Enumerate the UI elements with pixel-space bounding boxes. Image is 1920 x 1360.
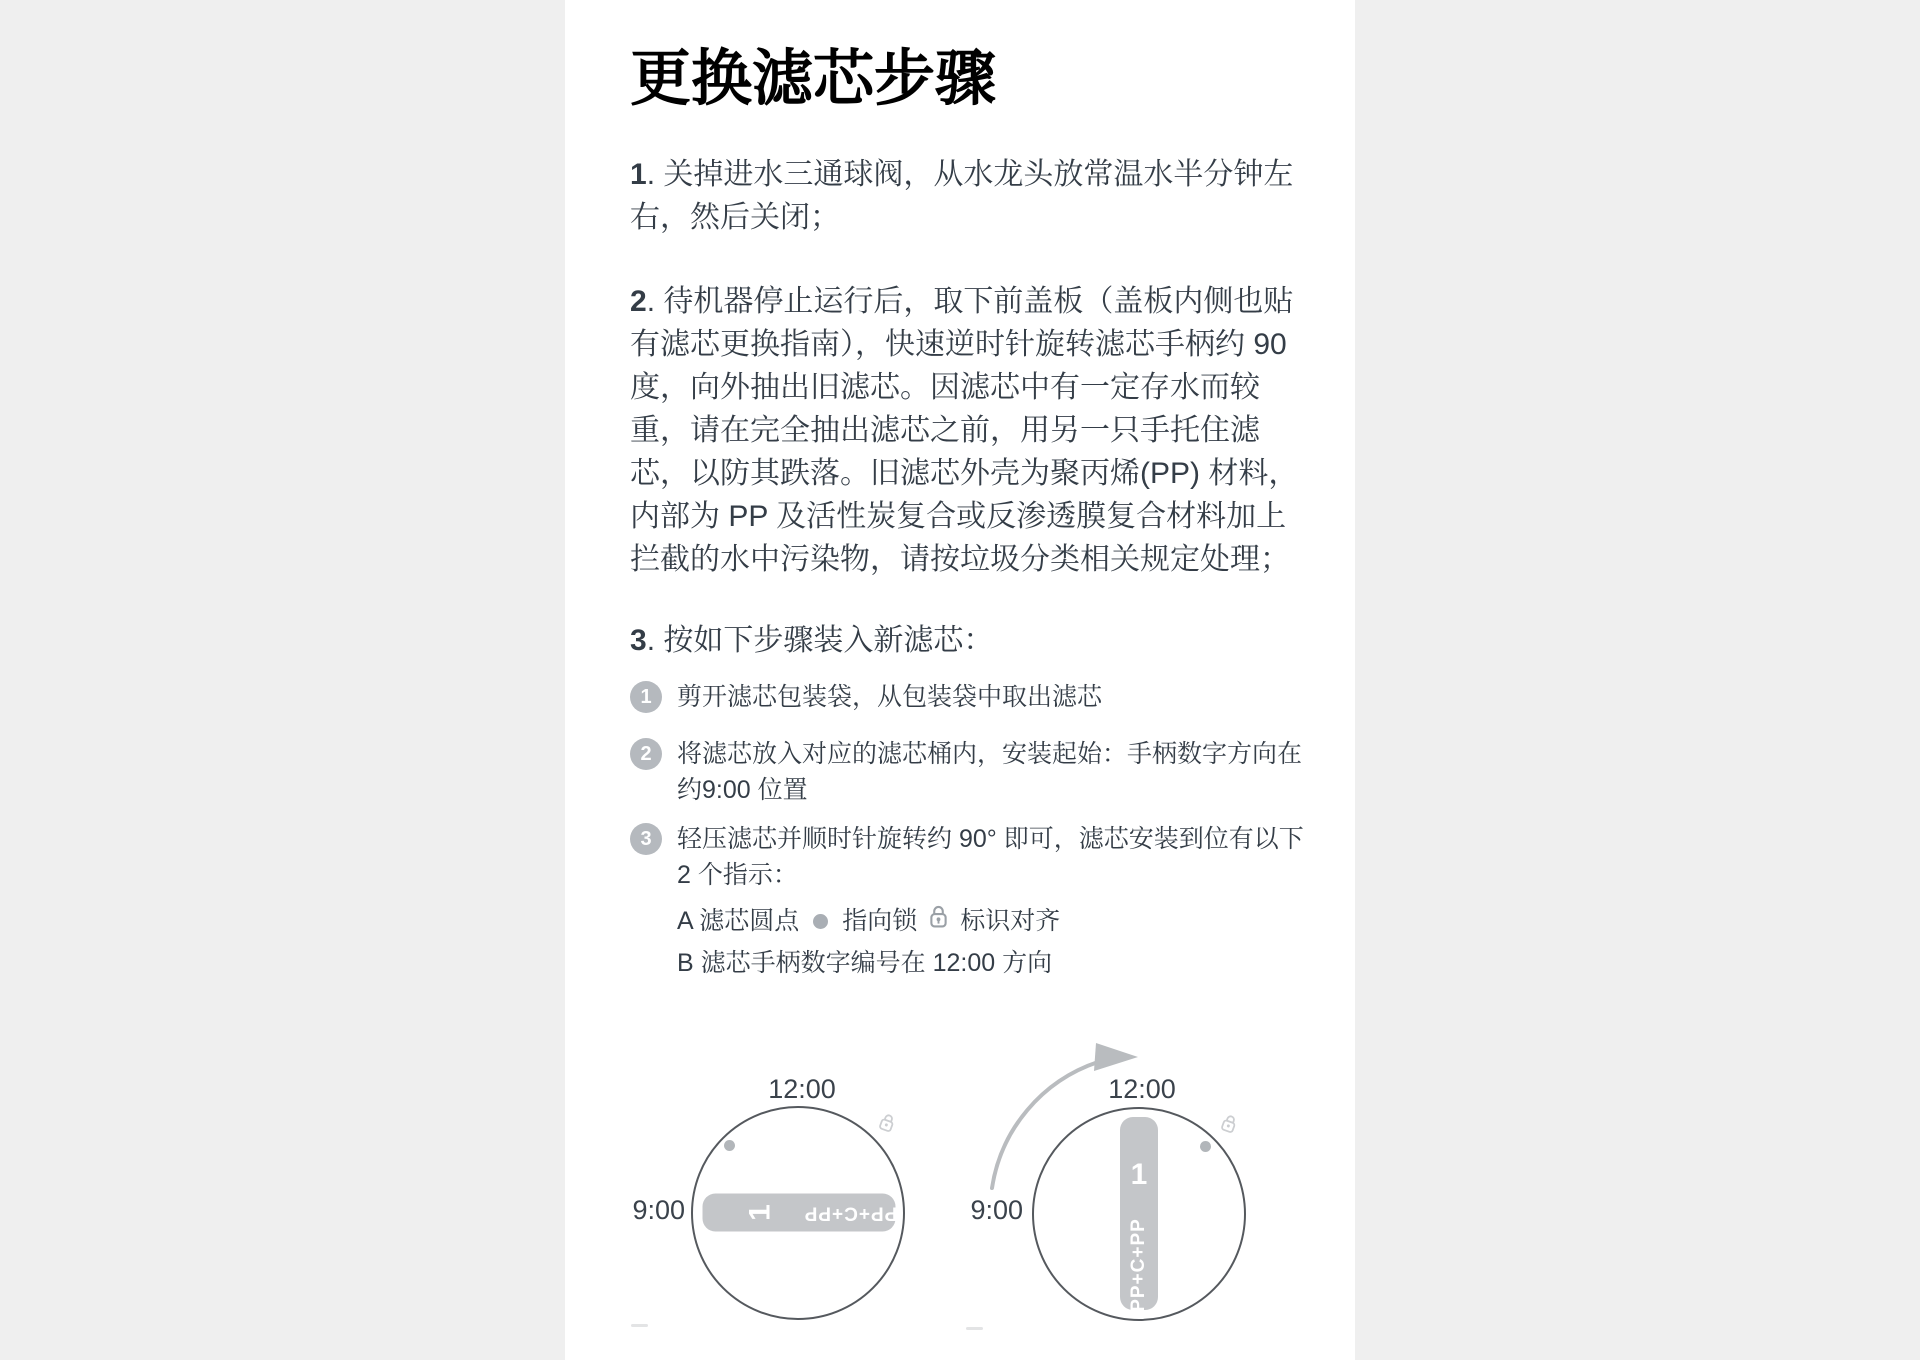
substep-2-badge: 2 xyxy=(630,738,662,770)
step-1-number: 1 xyxy=(630,158,647,191)
step-1-text-rest: 右，然后关闭； xyxy=(630,201,840,234)
substep-1-text: 剪开滤芯包装袋，从包装袋中取出滤芯 xyxy=(677,683,1103,711)
step-3-text: . 按如下步骤装入新滤芯： xyxy=(646,624,994,657)
substep-3-badge: 3 xyxy=(630,823,662,855)
substep-item-1 xyxy=(630,679,1290,715)
step-2-paragraph xyxy=(630,280,1299,581)
left-diagram-filter-handle xyxy=(703,1194,896,1232)
left-diagram-12oclock-label: 12:00 xyxy=(768,1074,836,1104)
right-diagram-lock-icon xyxy=(1217,1111,1240,1140)
indicator-line-b xyxy=(677,942,1290,984)
right-diagram-filter-handle xyxy=(1120,1117,1158,1310)
substep-1-badge: 1 xyxy=(630,681,662,713)
step-3-number: 3 xyxy=(630,624,647,657)
left-diagram-alignment-dot-icon xyxy=(724,1140,735,1151)
page-title: 更换滤芯步骤 xyxy=(630,44,997,112)
right-handle-label: PP+C+PP xyxy=(1128,1218,1149,1312)
indicator-a-mid: 指向锁 xyxy=(842,907,918,935)
substep-item-2 xyxy=(630,736,1303,808)
left-diagram-9oclock-label: 9:00 xyxy=(632,1195,685,1225)
manual-page xyxy=(565,0,1355,1360)
substep-item-3 xyxy=(630,821,1304,893)
step-1-text: . 关掉进水三通球阀，从水龙头放常温水半分钟左 xyxy=(646,158,1294,191)
substep-list xyxy=(630,679,1304,893)
left-diagram-lock-icon xyxy=(875,1110,898,1139)
step-1-paragraph xyxy=(630,153,1294,239)
step-2-text-rest: 有滤芯更换指南），快速逆时针旋转滤芯手柄约 90 度，向外抽出旧滤芯。因滤芯中有一定存水而较 重，请在完全抽出滤芯之前，用另一只手托住滤 芯，以防其跌落。旧滤芯外壳为聚丙烯(PP) 材料， 内部为 PP 及活性炭复合或反渗透膜复合材料加上 拦截的水中污染物，请按垃圾分类相关规定处理； xyxy=(630,328,1299,576)
right-diagram-alignment-dot-icon xyxy=(1200,1141,1211,1152)
indicator-a-prefix: A 滤芯圆点 xyxy=(677,907,800,935)
substep-3-text: 轻压滤芯并顺时针旋转约 90° 即可，滤芯安装到位有以下 2 个指示： xyxy=(677,825,1304,889)
left-handle-label: PP+C+PP xyxy=(803,1202,898,1224)
step-2-number: 2 xyxy=(630,285,647,318)
indicator-b-text: B 滤芯手柄数字编号在 12:00 方向 xyxy=(677,949,1053,977)
right-handle-number: 1 xyxy=(1130,1158,1148,1191)
filter-handle-diagrams xyxy=(630,1040,1290,1360)
step-3-paragraph xyxy=(630,619,1290,662)
right-diagram-9oclock-label: 9:00 xyxy=(970,1195,1023,1225)
alignment-dot-icon xyxy=(813,914,828,929)
substep-2-text: 将滤芯放入对应的滤芯桶内，安装起始：手柄数字方向在 约9:00 位置 xyxy=(677,740,1303,804)
cropped-content-mark xyxy=(631,1324,648,1327)
step-2-text: . 待机器停止运行后，取下前盖板（盖板内侧也贴 xyxy=(646,285,1294,318)
lock-icon xyxy=(929,900,948,942)
indicator-a-suffix: 标识对齐 xyxy=(960,907,1061,935)
indicator-line-a xyxy=(677,900,1290,942)
left-handle-number: 1 xyxy=(743,1204,777,1221)
right-diagram-12oclock-label: 12:00 xyxy=(1108,1074,1176,1104)
cropped-content-mark xyxy=(966,1327,983,1330)
